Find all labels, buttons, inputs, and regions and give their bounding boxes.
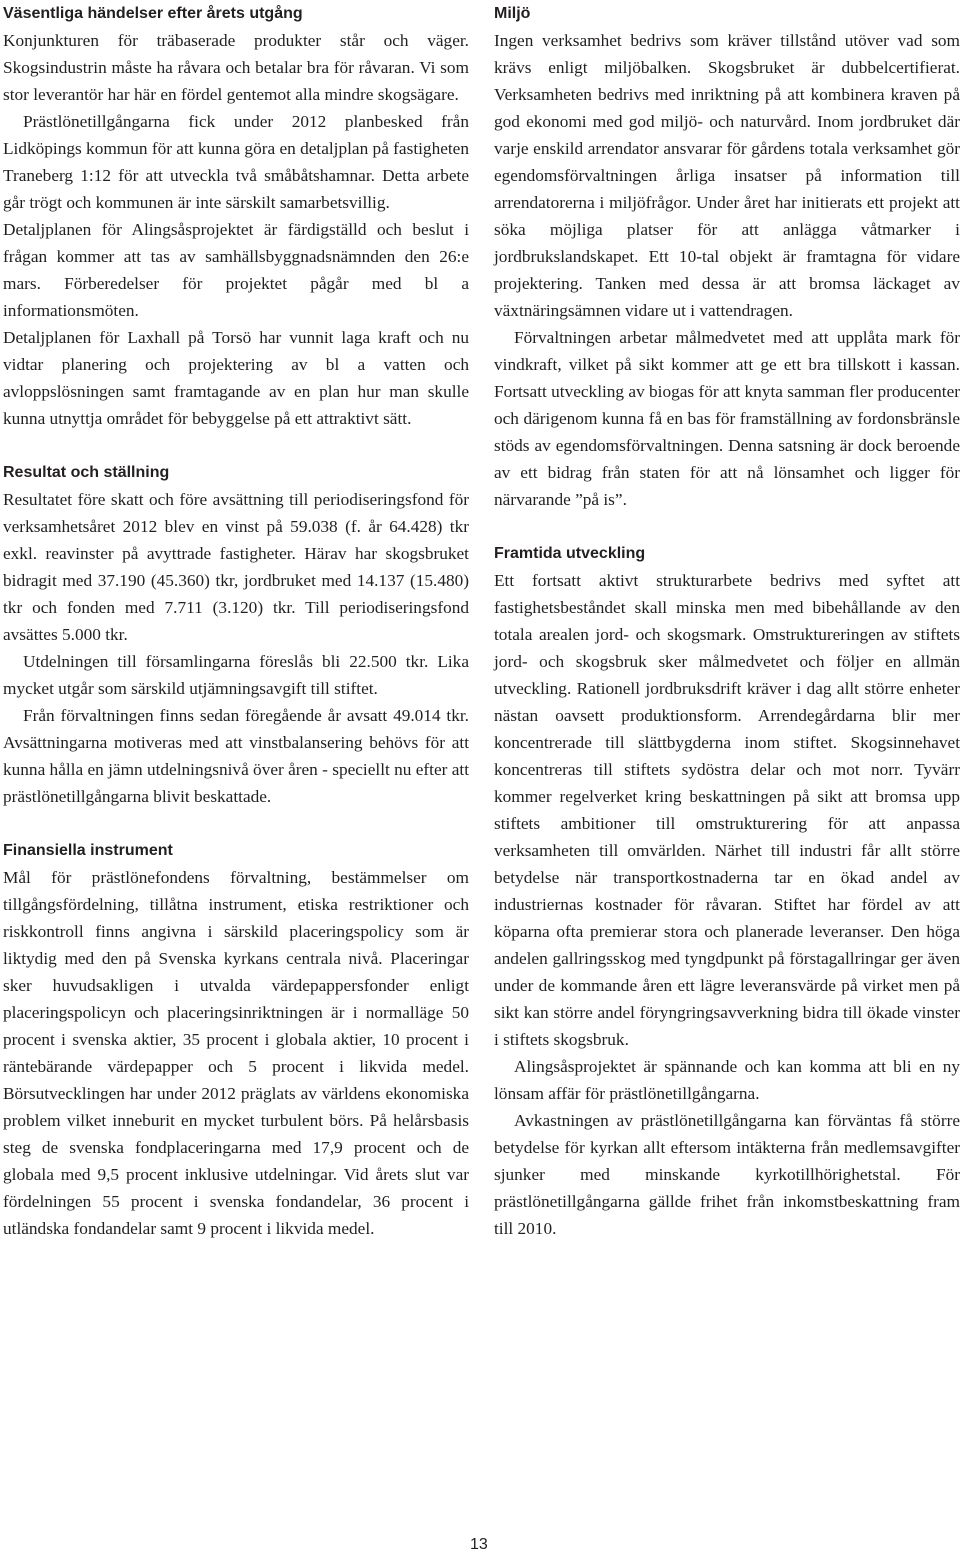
- section-heading-financial: Finansiella instrument: [3, 842, 173, 859]
- paragraph: Prästlönetillgångarna fick under 2012 planbesked från Lidköpings kommun för att kunna göra en detaljplan på fastigheten Traneberg 1:12 för att utveckla två småbåtshamnar. Detta arbete går trögt och kommunen är inte särskilt samarbetsvillig.: [3, 112, 469, 212]
- paragraph: Förvaltningen arbetar målmedvetet med att upplåta mark för vindkraft, vilket på sikt kommer att ge ett bra tillskott i kassan. Fortsatt utveckling av biogas för att knyta samman fler producenter och därigenom kunna få en bas för framställning av fordonsbränsle stöds av egendomsförvaltningen. Denna satsning är dock beroende av ett bidrag från staten för att nå lönsamhet och ligger för närvarande ”på is”.: [494, 328, 960, 509]
- section-events: [3, 0, 469, 432]
- paragraph: Alingsåsprojektet är spännande och kan komma att bli en ny lönsam affär för prästlönetillgångarna.: [494, 1057, 960, 1103]
- right-column: [494, 0, 960, 1242]
- paragraph: Ingen verksamhet bedrivs som kräver tillstånd utöver vad som krävs enligt miljöbalken. Skogsbruket är dubbelcertifierat. Verksamheten bedrivs med inriktning på att kombinera kraven på god ekonomi med god miljö- och naturvård. Inom jordbruket där varje enskild arrendator ansvarar för gårdens totala verksamhet gör egendomsförvaltningen årliga insatser på information till arrendatorerna i miljöfrågor. Under året har initierats ett projekt att söka möjliga platser för att anlägga våtmarker i jordbrukslandskapet. Ett 10-tal objekt är framtagna för vidare projektering. Tanken med dessa är att bromsa läckaget av växtnäringsämnen vidare ut i vattendragen.: [494, 31, 960, 320]
- paragraph: Konjunkturen för träbaserade produkter står och väger. Skogsindustrin måste ha råvara och betalar bra för råvaran. Vi som stor leverantör har här en fördel gentemot alla mindre skogsägare.: [3, 31, 469, 104]
- paragraph: Från förvaltningen finns sedan föregående år avsatt 49.014 tkr. Avsättningarna motiveras med att vinstbalansering behövs för att kunna hålla en jämn utdelningsnivå över åren - speciellt nu efter att prästlönetillgångarna blivit beskattade.: [3, 706, 469, 806]
- paragraph: Resultatet före skatt och före avsättning till periodiseringsfond för verksamhetsåret 2012 blev en vinst på 59.038 (f. år 64.428) tkr exkl. reavinster på avyttrade fastigheter. Härav har skogsbruket bidragit med 37.190 (45.360) tkr, jordbruket med 14.137 (15.480) tkr och fonden med 7.711 (3.120) tkr. Till periodiseringsfond avsättes 5.000 tkr.: [3, 490, 469, 644]
- paragraph: Ett fortsatt aktivt strukturarbete bedrivs med syftet att fastighetsbeståndet skall minska men med bibehållande av den totala arealen jord- och skogsmark. Omstruktureringen av stiftets jord- och skogsbruk sker målmedvetet och följer en allmän utveckling. Rationell jordbruksdrift kräver i dag allt större enheter nästan oavsett produktionsform. Arrendegårdarna blir mer koncentrerade till slättbygderna inom stiftet. Skogsinnehavet koncentreras till stiftets sydöstra delar och mot norr. Tyvärr kommer regelverket kring beskattningen på sikt att bromsa upp stiftets ambitioner till omstrukturering för att anpassa verksamheten till omvärlden. Närhet till industri får allt större betydelse när transportkostnaderna tar en ökad andel av industriernas kostnader för råvaran. Stiftet har fördel av att köparna ofta premierar stora och planerade leveranser. Den höga andelen gallringsskog med tyngdpunkt på förstagallringar ger även under de kommande åren ett lägre leveransvärde på virket men på sikt kan större andel föryngringsavverkning bidra till ökade vinster i stiftets skogsbruk.: [494, 571, 960, 1049]
- paragraph: Mål för prästlönefondens förvaltning, bestämmelser om tillgångsfördelning, tillåtna instrument, etiska restriktioner och riskkontroll finns angivna i särskild placeringspolicy som är liktydig med den på Svenska kyrkans centrala nivå. Placeringar sker huvudsakligen i utvalda värdepappersfonder enligt placeringspolicyn och placeringsinriktningen är i normalläge 50 procent i svenska aktier, 35 procent i globala aktier, 10 procent i räntebärande värdepapper och 5 procent i likvida medel. Börsutvecklingen har under 2012 präglats av världens ekonomiska problem vilket inneburit en mycket turbulent börs. På helårsbasis steg de svenska fondplaceringarna med 17,9 procent och de globala med 9,5 procent inklusive utdelningar. Vid årets slut var fördelningen 55 procent i svenska fondandelar, 36 procent i utländska fondandelar samt 9 procent i likvida medel.: [3, 868, 469, 1238]
- section-environment: [494, 0, 960, 513]
- paragraph: Detaljplanen för Alingsåsprojektet är färdigställd och beslut i frågan kommer att tas av samhällsbyggnadsnämnden den 26:e mars. Förberedelser för projektet pågår med bl a informationsmöten.: [3, 220, 469, 320]
- paragraph: Utdelningen till församlingarna föreslås bli 22.500 tkr. Lika mycket utgår som särskild utjämningsavgift till stiftet.: [3, 652, 469, 698]
- section-future: [494, 540, 960, 1242]
- section-heading-future: Framtida utveckling: [494, 545, 646, 562]
- section-spacer: [494, 513, 960, 540]
- section-heading-events: Väsentliga händelser efter årets utgång: [3, 5, 303, 22]
- section-spacer: [3, 432, 469, 459]
- paragraph: Avkastningen av prästlönetillgångarna kan förväntas få större betydelse för kyrkan allt eftersom intäkterna från medlemsavgifter sjunker med minskande kyrkotillhörighetstal. För prästlönetillgångarna gällde frihet från inkomstbeskattning fram till 2010.: [494, 1111, 960, 1238]
- section-heading-result: Resultat och ställning: [3, 464, 170, 481]
- page-number: 13: [470, 1536, 488, 1553]
- section-spacer: [3, 810, 469, 837]
- section-financial: [3, 837, 469, 1242]
- paragraph: Detaljplanen för Laxhall på Torsö har vunnit laga kraft och nu vidtar planering och projektering av bl a vatten och avloppslösningen samt framtagande av en plan hur man skulle kunna utnyttja området för bebyggelse på ett attraktivt sätt.: [3, 328, 469, 428]
- section-heading-environment: Miljö: [494, 5, 531, 22]
- section-result: [3, 459, 469, 810]
- left-column: [3, 0, 469, 1242]
